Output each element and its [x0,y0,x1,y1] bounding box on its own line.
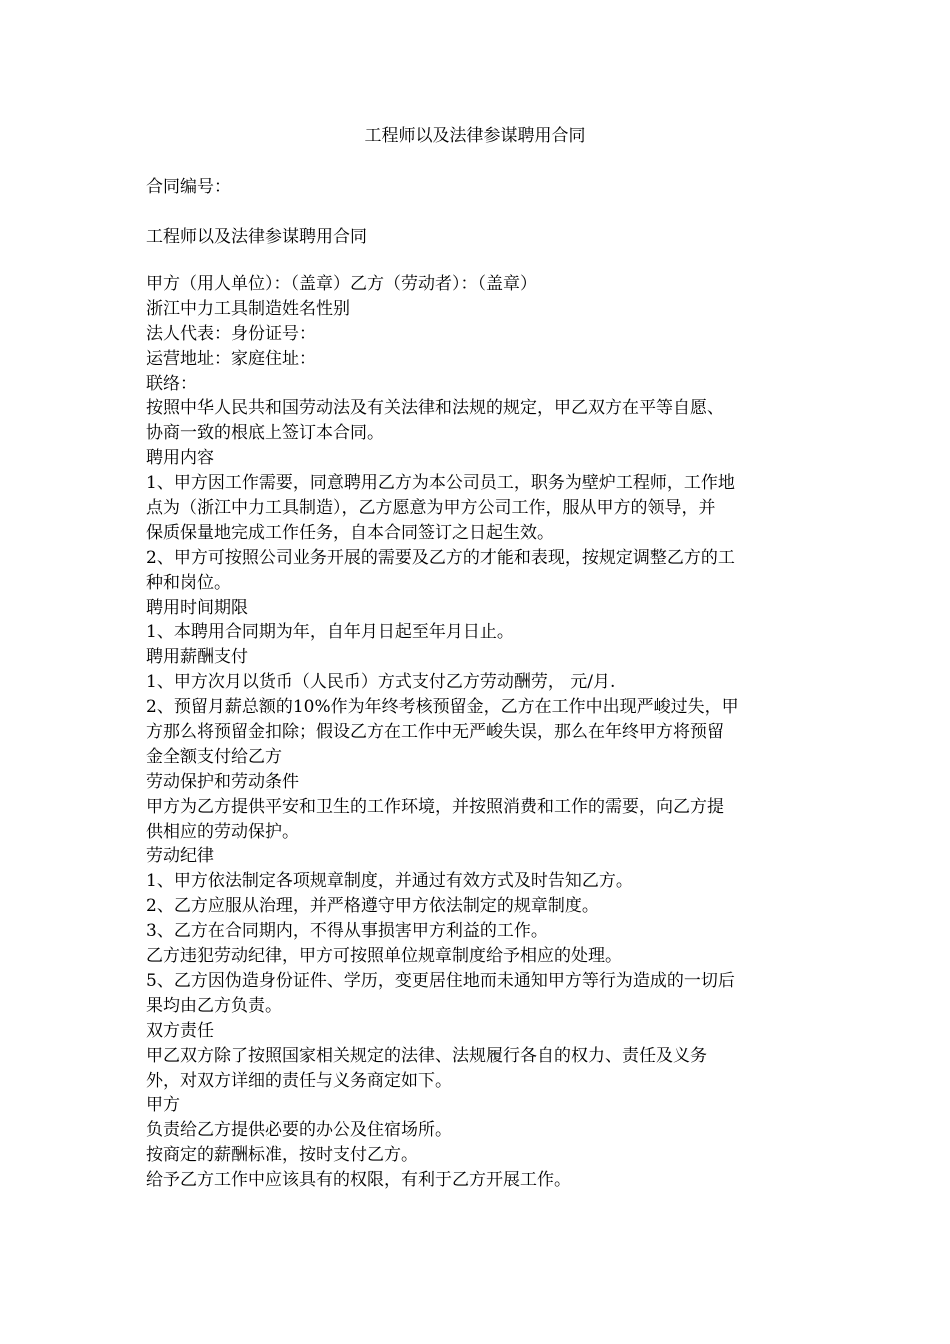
clause-line: 种和岗位。 [146,572,231,593]
clause-line: 按商定的薪酬标准，按时支付乙方。 [146,1145,418,1166]
party-header-line: 甲方（用人单位）：（盖章）乙方（劳动者）：（盖章） [146,274,537,294]
contact-line: 联络： [146,373,197,394]
section-heading-responsibilities: 双方责任 [146,1020,214,1041]
clause-line: 果均由乙方负责。 [146,995,282,1016]
clause-line: 乙方违犯劳动纪律，甲方可按照单位规章制度给予相应的处理。 [146,946,622,967]
preamble-line: 按照中华人民共和国劳动法及有关法律和法规的规定，甲乙双方在平等自愿、 [146,398,724,419]
clause-line: 1、甲方因工作需要，同意聘用乙方为本公司员工，职务为壁炉工程师，工作地 [146,473,735,494]
clause-line: 甲方为乙方提供平安和卫生的工作环境，并按照消费和工作的需要，向乙方提 [146,796,724,817]
clause-line: 1、本聘用合同期为年，自年月日起至年月日止。 [146,622,514,643]
clause-line: 3、乙方在合同期内，不得从事损害甲方利益的工作。 [146,921,548,942]
document-subtitle: 工程师以及法律参谋聘用合同 [146,227,367,247]
section-heading-protection: 劳动保护和劳动条件 [146,771,299,792]
contract-number-label: 合同编号： [146,177,231,197]
clause-line: 1、甲方次月以货币（人民币）方式支付乙方劳动酬劳， 元/月. [146,672,616,693]
section-heading-discipline: 劳动纪律 [146,846,214,867]
clause-line: 2、甲方可按照公司业务开展的需要及乙方的才能和表现，按规定调整乙方的工 [146,547,735,568]
preamble-line: 协商一致的根底上签订本合同。 [146,423,384,444]
address-line: 运营地址：家庭住址： [146,348,316,369]
clause-line: 保质保量地完成工作任务，自本合同签订之日起生效。 [146,522,554,543]
section-heading-term: 聘用时间期限 [146,597,248,618]
clause-line: 方那么将预留金扣除；假设乙方在工作中无严峻失误，那么在年终甲方将预留 [146,722,724,743]
clause-line: 金全额支付给乙方 [146,746,282,767]
document-title: 工程师以及法律参谋聘用合同 [364,126,586,146]
clause-line: 供相应的劳动保护。 [146,821,299,842]
contract-body [146,272,816,1193]
clause-line: 2、乙方应服从治理，并严格遵守甲方依法制定的规章制度。 [146,896,599,917]
clause-line: 给予乙方工作中应该具有的权限，有利于乙方开展工作。 [146,1170,571,1191]
clause-line: 点为（浙江中力工具制造），乙方愿意为甲方公司工作，服从甲方的领导，并 [146,498,716,519]
employer-name-line: 浙江中力工具制造姓名性别 [146,298,350,319]
clause-line: 甲乙双方除了按照国家相关规定的法律、法规履行各自的权力、责任及义务 [146,1045,707,1066]
clause-line: 5、乙方因伪造身份证件、学历，变更居住地而未通知甲方等行为造成的一切后 [146,970,735,991]
section-heading-salary: 聘用薪酬支付 [146,647,248,668]
legal-rep-line: 法人代表：身份证号： [146,323,316,344]
clause-line: 负责给乙方提供必要的办公及住宿场所。 [146,1120,452,1141]
clause-line: 1、甲方依法制定各项规章制度，并通过有效方式及时告知乙方。 [146,871,633,892]
clause-line: 2、预留月薪总额的10%作为年终考核预留金，乙方在工作中出现严峻过失，甲 [146,697,739,718]
clause-line: 外，对双方详细的责任与义务商定如下。 [146,1070,452,1091]
section-heading-employment: 聘用内容 [146,448,214,469]
sub-heading-party-a: 甲方 [146,1095,180,1116]
